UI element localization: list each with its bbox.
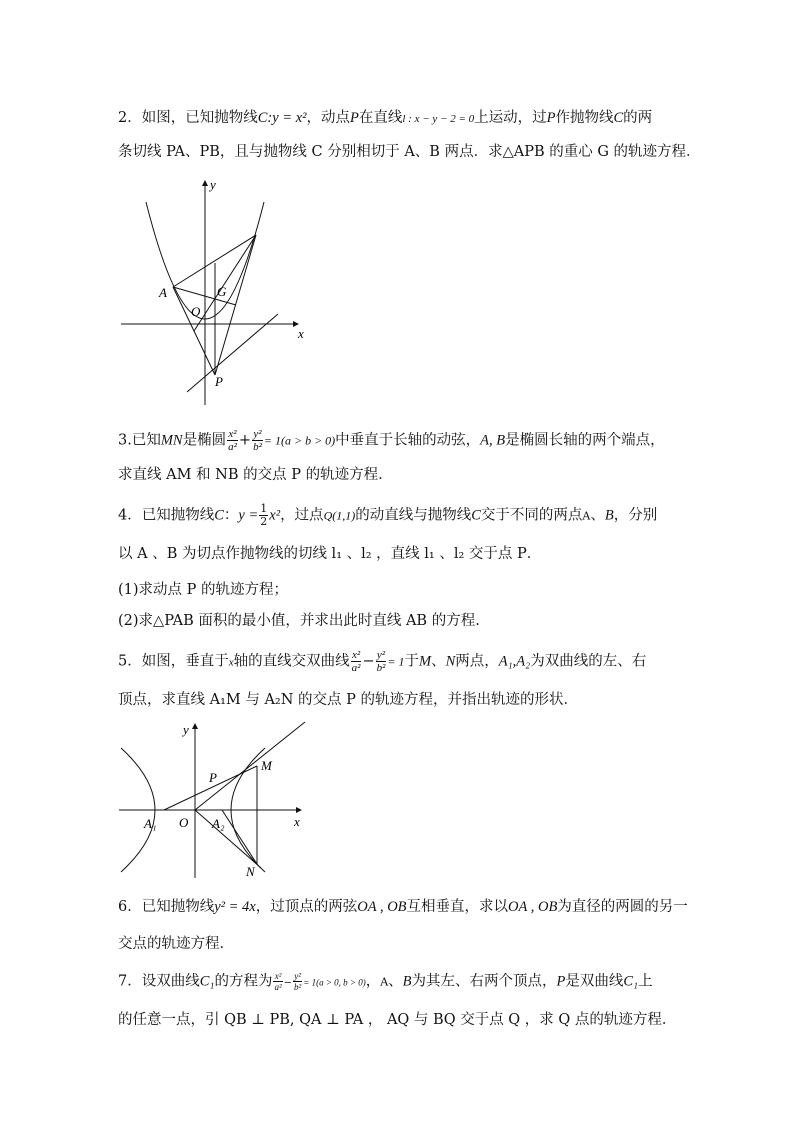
frac-num: x² xyxy=(228,428,237,440)
q6-text: 6．已知抛物线 xyxy=(118,899,215,915)
q5-point-m: M xyxy=(419,653,432,670)
frac-num: x² xyxy=(274,971,282,981)
q4-eq-lhs: y = xyxy=(238,507,259,524)
frac-den: b² xyxy=(253,441,262,453)
q5-minus: − xyxy=(362,653,375,670)
frac-num: y² xyxy=(294,971,301,981)
q2-text: ，动点 xyxy=(306,110,350,126)
q5-line2: 顶点，求直线 A₁M 与 A₂N 的交点 P 的轨迹方程，并指出轨迹的形状． xyxy=(118,692,579,708)
q6-text: 互相垂直，求以 xyxy=(406,899,509,915)
q3-frac-x xyxy=(227,428,238,453)
q4-point-q: Q(1,1) xyxy=(323,508,356,523)
q7-line2: 的任意一点，引 QB ⊥ PB, QA ⊥ PA ， AQ 与 BQ 交于点 Q ，求 Q 点的轨迹方程． xyxy=(118,1012,677,1028)
q4-line2: 以 A 、B 为切点作抛物线的切线 l₁ 、l₂ ，直线 l₁ 、l₂ 交于点 P． xyxy=(118,546,542,562)
q4-var-c: C xyxy=(471,507,481,524)
q7-hyperbola-rhs: = 1(a > 0, b > 0) xyxy=(303,977,366,988)
q7-point-p: P xyxy=(556,973,566,990)
q6-chords: OA , OB xyxy=(357,899,407,915)
label-p: P xyxy=(215,374,223,389)
q2-text: 作抛物线 xyxy=(555,110,614,126)
q5-text: 为双曲线的左、右 xyxy=(530,653,647,670)
q4-text: 交于不同的两点 xyxy=(480,507,583,524)
q4-text: 4．已知抛物线 xyxy=(118,507,215,524)
q5-point-n: N xyxy=(445,653,456,670)
q6-text: 为直径的两圆的另一 xyxy=(557,899,688,915)
q4-eq-rhs: x² xyxy=(269,507,281,524)
q4-text: ，分别 xyxy=(613,507,658,524)
q5-text: 轴的直线交双曲线 xyxy=(233,653,350,670)
line-l xyxy=(187,314,278,392)
frac-num: y² xyxy=(376,649,386,661)
q7-var-c1: C₁ xyxy=(623,973,639,990)
q7-text: 是双曲线 xyxy=(565,973,624,990)
q5-text: 于 xyxy=(404,653,420,670)
q2-line1 xyxy=(118,108,652,129)
median-b xyxy=(194,235,256,331)
frac-num: x² xyxy=(351,649,361,661)
q3-var-ab: A, B xyxy=(480,432,506,449)
label-g: G xyxy=(217,284,227,299)
label-x: x xyxy=(298,326,304,341)
frac-den: 2 xyxy=(260,515,268,528)
line-a2n xyxy=(222,810,257,864)
q2-var-p: P xyxy=(546,110,556,126)
q4-sub1: (1)求动点 P 的轨迹方程； xyxy=(118,582,289,598)
q4-frac-half xyxy=(259,503,268,528)
q7-point-b: B xyxy=(402,973,412,990)
q5-frac-x xyxy=(351,649,362,674)
label-y: y xyxy=(183,722,189,737)
q5-frac-y xyxy=(376,649,387,674)
q6-parabola-eq: y² = 4x xyxy=(214,899,256,915)
q7-text: ， xyxy=(365,973,381,990)
frac-den: a² xyxy=(274,982,282,992)
q6-text: ，过顶点的两弦 xyxy=(255,899,358,915)
label-p: P xyxy=(209,770,217,785)
frac-num: 1 xyxy=(260,502,268,515)
q7-text: 7．设双曲线 xyxy=(118,973,200,990)
q3-text: 是椭圆 xyxy=(182,432,227,449)
q5-var-x: x xyxy=(228,656,234,669)
q7-var-c1: C₁ xyxy=(199,973,215,990)
hyperbola-figure xyxy=(115,718,310,883)
q4-text: ： xyxy=(223,507,239,524)
q4-line1 xyxy=(118,503,657,528)
label-a1: A₁ xyxy=(144,816,157,831)
q3-var-mn: MN xyxy=(160,432,183,449)
q5-vertices: A₁,A₂ xyxy=(498,653,531,670)
q4-var-c: C xyxy=(214,507,224,524)
frac-num: y² xyxy=(253,428,262,440)
label-o: O xyxy=(191,304,201,319)
frac-den: b² xyxy=(376,662,386,674)
q7-text: 上 xyxy=(638,973,653,990)
asymptote xyxy=(195,722,305,810)
q4-sub2: (2)求△PAB 面积的最小值，并求出此时直线 AB 的方程. xyxy=(118,613,480,629)
label-n: N xyxy=(246,864,255,879)
q4-point-a: A xyxy=(582,509,591,523)
q3-line1 xyxy=(118,428,665,453)
q4-text: 的动直线与抛物线 xyxy=(355,507,472,524)
q3-ellipse-rhs: = 1(a > b > 0) xyxy=(263,433,336,448)
q3-text: 中垂直于长轴的动弦， xyxy=(335,432,481,449)
q7-text: 、 xyxy=(388,973,403,990)
q2-line2: 条切线 PA、PB，且与抛物线 C 分别相切于 A、B 两点．求△APB 的重心 G 的轨迹方程． xyxy=(118,144,701,160)
q5-hyperbola-rhs: = 1 xyxy=(387,654,405,669)
q5-text: 两点， xyxy=(455,653,499,670)
q2-var-c: C xyxy=(613,110,624,126)
q7-frac-y xyxy=(293,971,302,992)
q4-point-b: B xyxy=(604,507,614,524)
frac-den: a² xyxy=(351,662,361,674)
q7-line1 xyxy=(118,971,653,994)
q7-minus: − xyxy=(283,977,293,989)
label-m: M xyxy=(261,758,272,773)
q7-text: 为其左、右两个顶点， xyxy=(411,973,557,990)
q3-text: 3.已知 xyxy=(118,432,161,449)
q4-text: 、 xyxy=(590,507,605,524)
q6-chords: OA , OB xyxy=(508,899,558,915)
q3-plus: + xyxy=(238,432,252,449)
q7-frac-x xyxy=(273,971,282,992)
q2-text: 在直线 xyxy=(358,110,403,126)
label-o: O xyxy=(179,815,189,830)
label-y: y xyxy=(210,177,216,192)
q2-parabola-eq: C:y = x² xyxy=(257,110,307,126)
q7-text: 的方程为 xyxy=(214,973,273,990)
q5-text: 5．如图，垂直于 xyxy=(118,653,229,670)
label-x: x xyxy=(294,814,300,829)
q2-line-eq: l : x − y − 2 = 0 xyxy=(402,113,475,125)
frac-den: b² xyxy=(294,982,302,992)
label-a: A xyxy=(159,285,167,300)
q3-frac-y xyxy=(252,428,263,453)
q5-text: 、 xyxy=(431,653,446,670)
q2-text: 2．如图，已知抛物线 xyxy=(118,110,258,126)
label-a2: A₂ xyxy=(212,816,225,831)
q7-point-a: A xyxy=(380,975,389,989)
parabola-figure xyxy=(115,175,315,410)
q3-line2: 求直线 AM 和 NB 的交点 P 的轨迹方程． xyxy=(118,467,393,483)
q5-line1 xyxy=(118,649,646,674)
q2-var-p: P xyxy=(350,110,359,126)
q3-text: 是椭圆长轴的两个端点， xyxy=(505,432,665,449)
frac-den: a² xyxy=(228,441,237,453)
q4-text: ，过点 xyxy=(280,507,324,524)
q6-line2: 交点的轨迹方程． xyxy=(118,936,234,952)
q2-text: 的两 xyxy=(623,110,653,126)
q6-line1 xyxy=(118,897,688,917)
q2-text: 上运动，过 xyxy=(474,110,547,126)
